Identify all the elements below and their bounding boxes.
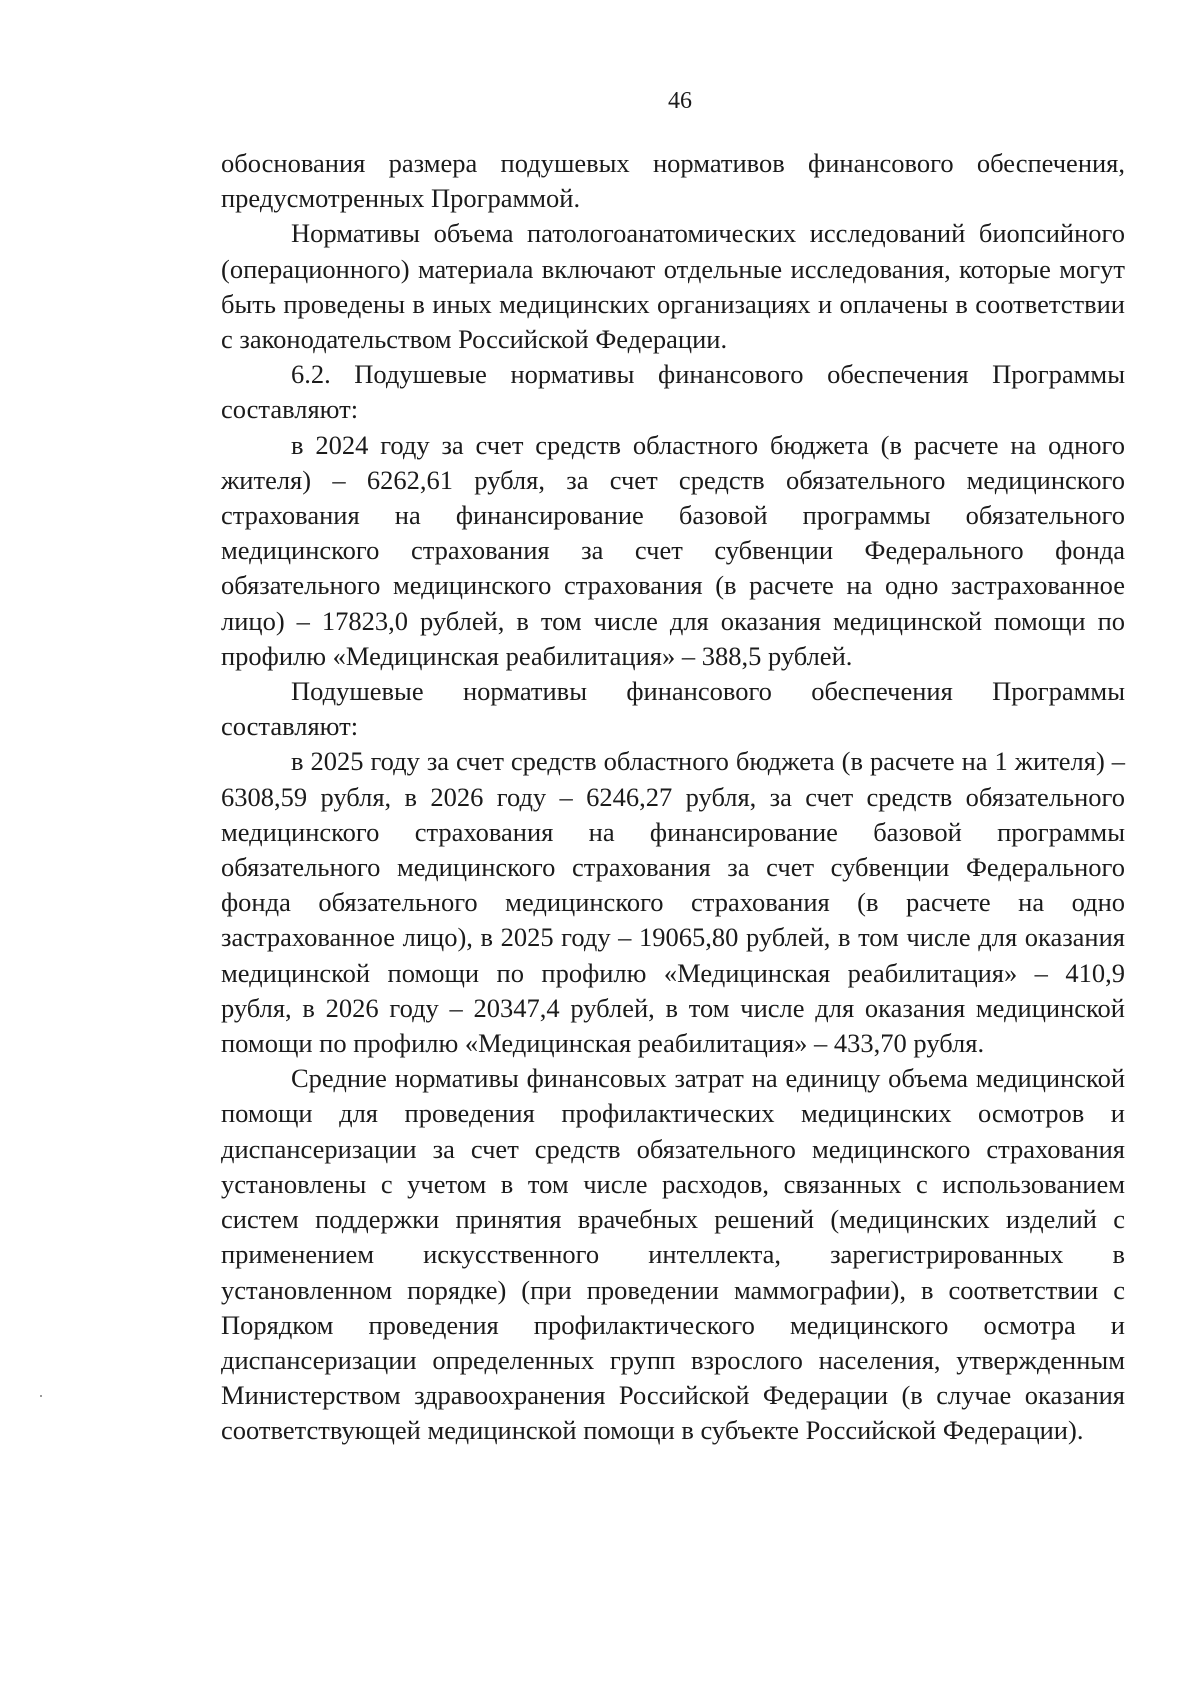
- page-number: 46: [668, 88, 692, 114]
- paragraph-5: Подушевые нормативы финансового обеспечения Программы составляют:: [221, 676, 1125, 742]
- paragraph-1: обоснования размера подушевых нормативов финансового обеспечения, предусмотренных Программой.: [221, 148, 1125, 214]
- scan-speck: [40, 1395, 42, 1397]
- paragraph-2: Нормативы объема патологоанатомических исследований биопсийного (операционного) материала включают отдельные исследования, которые могут быть проведены в иных медицинских организациях и оплачены в соответствии с законодательством Российской Федерации.: [221, 218, 1125, 355]
- paragraph-4: в 2024 году за счет средств областного бюджета (в расчете на одного жителя) – 6262,61 рубля, за счет средств обязательного медицинского страхования на финансирование базовой программы обязательного медицинского страхования за счет субвенции Федерального фонда обязательного медицинского страхования (в расчете на одно застрахованное лицо) – 17823,0 рублей, в том числе для оказания медицинской помощи по профилю «Медицинская реабилитация» – 388,5 рублей.: [221, 429, 1125, 671]
- paragraph-7: Средние нормативы финансовых затрат на единицу объема медицинской помощи для проведения профилактических медицинских осмотров и диспансеризации за счет средств обязательного медицинского страхования установлены с учетом в том числе расходов, связанных с использованием систем поддержки принятия врачебных решений (медицинских изделий с применением искусственного интеллекта, зарегистрированных в установленном порядке) (при проведении маммографии), в соответствии с Порядком проведения профилактического медицинского осмотра и диспансеризации определенных групп взрослого населения, утвержденным Министерством здравоохранения Российской Федерации (в случае оказания соответствующей медицинской помощи в субъекте Российской Федерации).: [221, 1063, 1125, 1446]
- paragraph-3: 6.2. Подушевые нормативы финансового обеспечения Программы составляют:: [221, 359, 1125, 425]
- document-body: [221, 146, 1125, 1449]
- paragraph-6: в 2025 году за счет средств областного бюджета (в расчете на 1 жителя) – 6308,59 рубля, в 2026 году – 6246,27 рубля, за счет средств обязательного медицинского страхования на финансирование базовой программы обязательного медицинского страхования за счет субвенции Федерального фонда обязательного медицинского страхования (в расчете на одно застрахованное лицо), в 2025 году – 19065,80 рублей, в том числе для оказания медицинской помощи по профилю «Медицинская реабилитация» – 410,9 рубля, в 2026 году – 20347,4 рублей, в том числе для оказания медицинской помощи по профилю «Медицинская реабилитация» – 433,70 рубля.: [221, 746, 1125, 1059]
